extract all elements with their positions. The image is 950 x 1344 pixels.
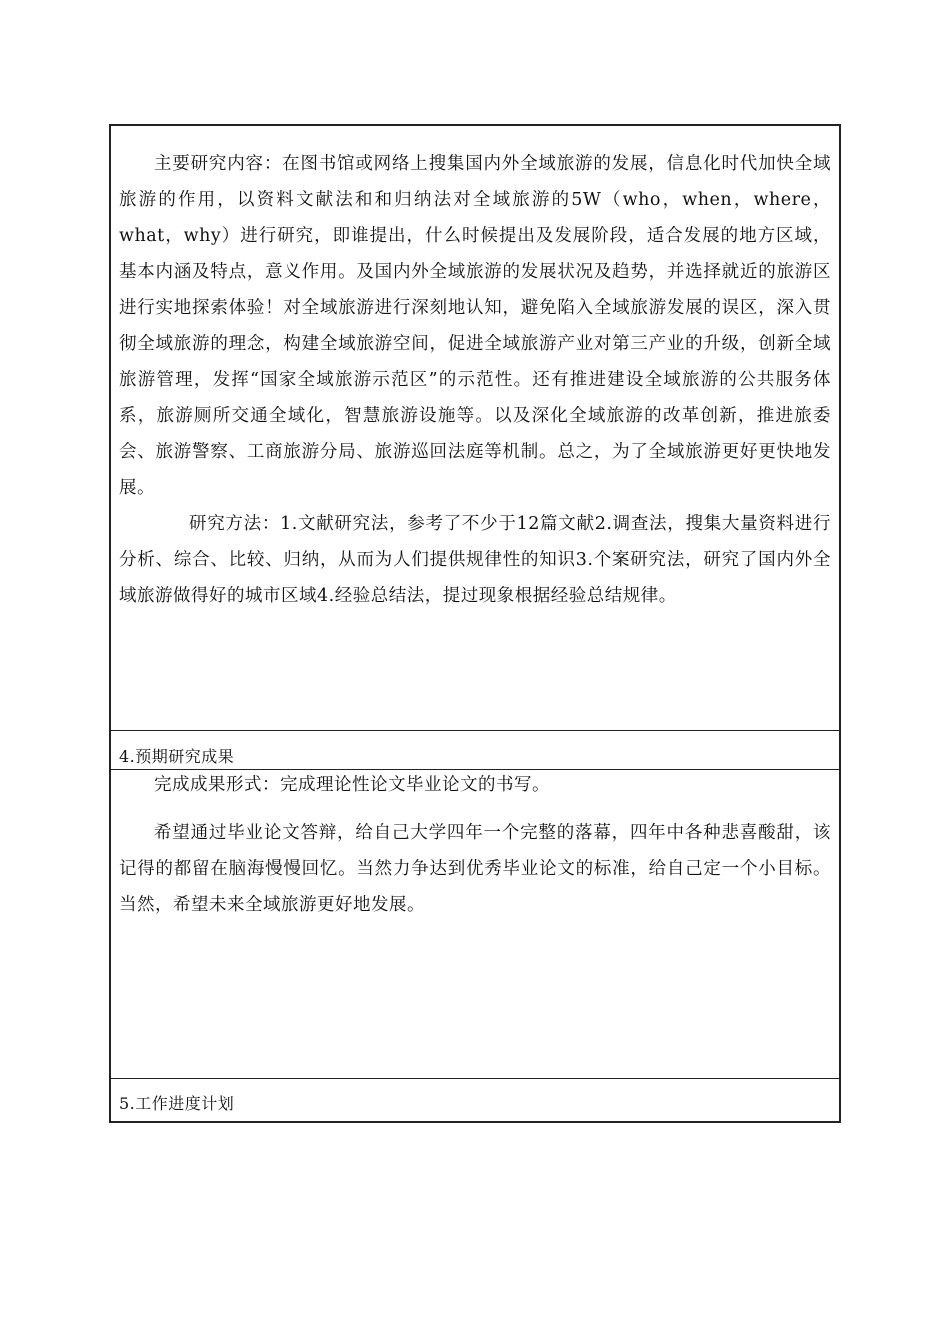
proposal-table [109,124,841,1123]
result-form-paragraph: 完成成果形式：完成理论性论文毕业论文的书写。 [154,775,550,795]
row-divider [111,730,839,731]
research-content-cell [119,146,831,614]
row-divider [111,1078,839,1079]
result-hope-paragraph: 希望通过毕业论文答辩，给自己大学四年一个完整的落幕，四年中各种悲喜酸甜，该记得的都留在脑海慢慢回忆。当然力争达到优秀毕业论文的标准，给自己定一个小目标。当然，希望未来全域旅游更好地发展。 [119,823,831,915]
section-4-heading: 4.预期研究成果 [119,747,235,766]
expected-results-cell [119,767,831,923]
research-content-paragraph: 主要研究内容：在图书馆或网络上搜集国内外全域旅游的发展，信息化时代加快全域旅游的作用，以资料文献法和和归纳法对全域旅游的5W（who，when，where，what，why）进行研究，即谁提出，什么时候提出及发展阶段，适合发展的地方区域，基本内涵及特点，意义作用。及国内外全域旅游的发展状况及趋势，并选择就近的旅游区进行实地探索体验！对全域旅游进行深刻地认知，避免陷入全域旅游发展的误区，深入贯彻全域旅游的理念，构建全域旅游空间，促进全域旅游产业对第三产业的升级，创新全域旅游管理，发挥“国家全域旅游示范区”的示范性。还有推进建设全域旅游的公共服务体系，旅游厕所交通全域化，智慧旅游设施等。以及深化全域旅游的改革创新，推进旅委会、旅游警察、工商旅游分局、旅游巡回法庭等机制。总之，为了全域旅游更好更快地发展。 [119,154,831,498]
section-5-heading: 5.工作进度计划 [119,1094,235,1113]
research-methods-paragraph: 研究方法：1.文献研究法，参考了不少于12篇文献2.调查法，搜集大量资料进行分析、综合、比较、归纳，从而为人们提供规律性的知识3.个案研究法，研究了国内外全域旅游做得好的城市区域4.经验总结法，提过现象根据经验总结规律。 [119,514,831,606]
